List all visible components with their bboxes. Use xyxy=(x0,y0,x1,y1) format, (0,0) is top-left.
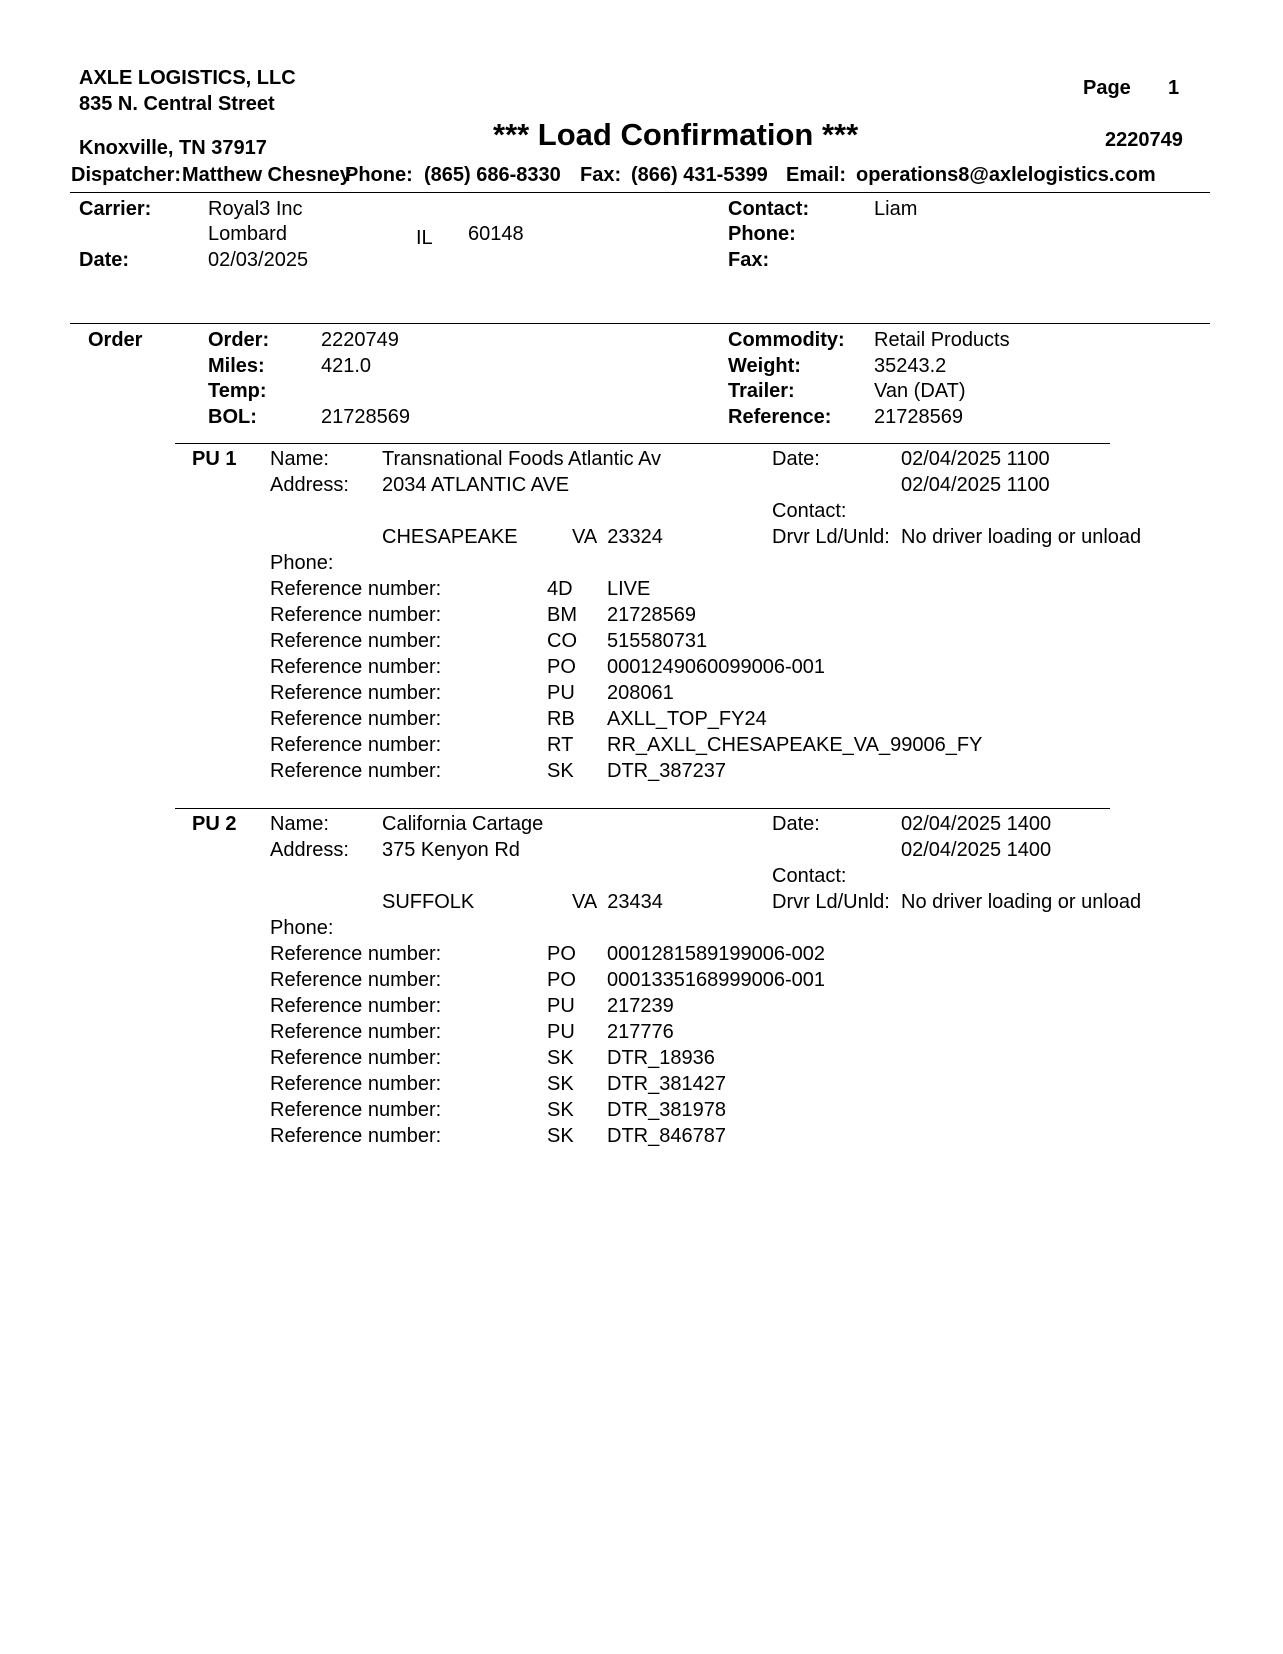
pickup-drvr-label: Drvr Ld/Unld: xyxy=(772,891,890,913)
pickup-name-label: Name: xyxy=(270,448,329,470)
reference-label: Reference number: xyxy=(270,604,442,626)
reference-label: Reference number: xyxy=(270,734,442,756)
reference-code: SK xyxy=(547,1099,574,1121)
pickup-drvr-value: No driver loading or unload xyxy=(901,891,1142,913)
reference-code: RB xyxy=(547,708,575,730)
dispatcher-label: Dispatcher: xyxy=(71,164,182,186)
pickup-state-zip: VA 23324 xyxy=(572,526,663,548)
pickup-address: 2034 ATLANTIC AVE xyxy=(382,474,570,496)
reference-label: Reference number: xyxy=(270,1021,442,1043)
reference-value: 0001249060099006-001 xyxy=(607,656,825,678)
document-title: *** Load Confirmation *** xyxy=(493,117,859,152)
weight-value: 35243.2 xyxy=(874,355,947,377)
reference-code: PO xyxy=(547,943,576,965)
load-number: 2220749 xyxy=(1105,129,1183,151)
pickup-date-1: 02/04/2025 1400 xyxy=(901,813,1052,835)
reference-label: Reference number: xyxy=(270,1073,442,1095)
divider xyxy=(70,323,1210,324)
reference-label: Reference number: xyxy=(270,656,442,678)
reference-code: PU xyxy=(547,995,575,1017)
reference-label: Reference number: xyxy=(270,708,442,730)
reference-value: 0001281589199006-002 xyxy=(607,943,825,965)
reference-label: Reference number: xyxy=(270,995,442,1017)
order-label: Order: xyxy=(208,329,270,351)
contact-label: Contact: xyxy=(728,198,810,220)
pickup-phone-label: Phone: xyxy=(270,917,334,939)
reference-label: Reference number: xyxy=(270,760,442,782)
reference-value: 208061 xyxy=(607,682,674,704)
reference-code: SK xyxy=(547,1125,574,1147)
trailer-value: Van (DAT) xyxy=(874,380,966,402)
weight-label: Weight: xyxy=(728,355,801,377)
carrier-label: Carrier: xyxy=(79,198,152,220)
reference-value: 21728569 xyxy=(607,604,696,626)
reference-label: Reference number: xyxy=(270,969,442,991)
pickup-name: Transnational Foods Atlantic Av xyxy=(382,448,662,470)
pickup-address-label: Address: xyxy=(270,839,349,861)
pickup-address: 375 Kenyon Rd xyxy=(382,839,520,861)
reference-value: DTR_846787 xyxy=(607,1125,726,1147)
dispatcher-fax-label: Fax: xyxy=(580,164,622,186)
miles-label: Miles: xyxy=(208,355,265,377)
reference-code: PO xyxy=(547,656,576,678)
commodity-value: Retail Products xyxy=(874,329,1010,351)
dispatcher-fax: (866) 431-5399 xyxy=(631,164,768,186)
pickup-date-1: 02/04/2025 1100 xyxy=(901,448,1050,470)
reference-label: Reference number: xyxy=(270,943,442,965)
reference-code: SK xyxy=(547,760,574,782)
reference-value: 217776 xyxy=(607,1021,674,1043)
reference-code: PU xyxy=(547,682,575,704)
reference-code: PU xyxy=(547,1021,575,1043)
pickup-drvr-value: No driver loading or unload xyxy=(901,526,1142,548)
pickup-name: California Cartage xyxy=(382,813,544,835)
reference-value: RR_AXLL_CHESAPEAKE_VA_99006_FY xyxy=(607,734,983,756)
pickup-city: CHESAPEAKE xyxy=(382,526,518,548)
carrier-date-label: Date: xyxy=(79,249,130,271)
pickup-phone-label: Phone: xyxy=(270,552,334,574)
temp-label: Temp: xyxy=(208,380,267,402)
contact-value: Liam xyxy=(874,198,918,220)
reference-label: Reference number: xyxy=(270,1099,442,1121)
reference-value: DTR_387237 xyxy=(607,760,726,782)
company-street: 835 N. Central Street xyxy=(79,93,275,115)
carrier-city: Lombard xyxy=(208,223,287,245)
trailer-label: Trailer: xyxy=(728,380,795,402)
reference-label: Reference number: xyxy=(270,1047,442,1069)
pickup-label: PU 2 xyxy=(192,813,237,835)
dispatcher-name: Matthew Chesney xyxy=(182,164,351,186)
pickup-date-label: Date: xyxy=(772,813,820,835)
carrier-state: IL xyxy=(416,227,433,249)
divider xyxy=(70,192,1210,193)
bol-value: 21728569 xyxy=(321,406,410,428)
reference-label: Reference number: xyxy=(270,578,442,600)
reference-label: Reference number: xyxy=(270,630,442,652)
divider xyxy=(175,808,1110,809)
reference-value: 21728569 xyxy=(874,406,963,428)
reference-code: SK xyxy=(547,1073,574,1095)
pickup-contact-label: Contact: xyxy=(772,865,847,887)
reference-code: CO xyxy=(547,630,577,652)
pickup-state-zip: VA 23434 xyxy=(572,891,663,913)
carrier-name: Royal3 Inc xyxy=(208,198,303,220)
pickup-city: SUFFOLK xyxy=(382,891,475,913)
reference-value: AXLL_TOP_FY24 xyxy=(607,708,767,730)
dispatcher-email[interactable]: operations8@axlelogistics.com xyxy=(856,164,1156,186)
pickup-label: PU 1 xyxy=(192,448,237,470)
reference-value: DTR_381978 xyxy=(607,1099,726,1121)
reference-code: RT xyxy=(547,734,574,756)
pickup-date-2: 02/04/2025 1400 xyxy=(901,839,1052,861)
commodity-label: Commodity: xyxy=(728,329,845,351)
reference-value: 0001335168999006-001 xyxy=(607,969,825,991)
page-label: Page xyxy=(1083,77,1131,99)
reference-value: LIVE xyxy=(607,578,651,600)
pickup-date-label: Date: xyxy=(772,448,820,470)
pickup-address-label: Address: xyxy=(270,474,349,496)
pickup-contact-label: Contact: xyxy=(772,500,847,522)
dispatcher-phone: (865) 686-8330 xyxy=(424,164,561,186)
carrier-zip: 60148 xyxy=(468,223,524,245)
company-name: AXLE LOGISTICS, LLC xyxy=(79,67,296,89)
pickup-date-2: 02/04/2025 1100 xyxy=(901,474,1050,496)
company-city: Knoxville, TN 37917 xyxy=(79,137,267,159)
reference-code: BM xyxy=(547,604,577,626)
reference-label: Reference number: xyxy=(270,1125,442,1147)
reference-value: 515580731 xyxy=(607,630,708,652)
carrier-phone-label: Phone: xyxy=(728,223,796,245)
order-section-label: Order xyxy=(88,329,143,351)
pickup-drvr-label: Drvr Ld/Unld: xyxy=(772,526,890,548)
reference-code: PO xyxy=(547,969,576,991)
order-number: 2220749 xyxy=(321,329,399,351)
dispatcher-phone-label: Phone: xyxy=(345,164,413,186)
reference-value: DTR_18936 xyxy=(607,1047,715,1069)
reference-label: Reference number: xyxy=(270,682,442,704)
miles-value: 421.0 xyxy=(321,355,372,377)
reference-value: DTR_381427 xyxy=(607,1073,726,1095)
dispatcher-email-label: Email: xyxy=(786,164,847,186)
reference-code: 4D xyxy=(547,578,573,600)
reference-label: Reference: xyxy=(728,406,832,428)
reference-code: SK xyxy=(547,1047,574,1069)
page-number: 1 xyxy=(1168,77,1180,99)
pickup-name-label: Name: xyxy=(270,813,329,835)
carrier-fax-label: Fax: xyxy=(728,249,770,271)
divider xyxy=(175,443,1110,444)
bol-label: BOL: xyxy=(208,406,257,428)
reference-value: 217239 xyxy=(607,995,674,1017)
carrier-date: 02/03/2025 xyxy=(208,249,309,271)
